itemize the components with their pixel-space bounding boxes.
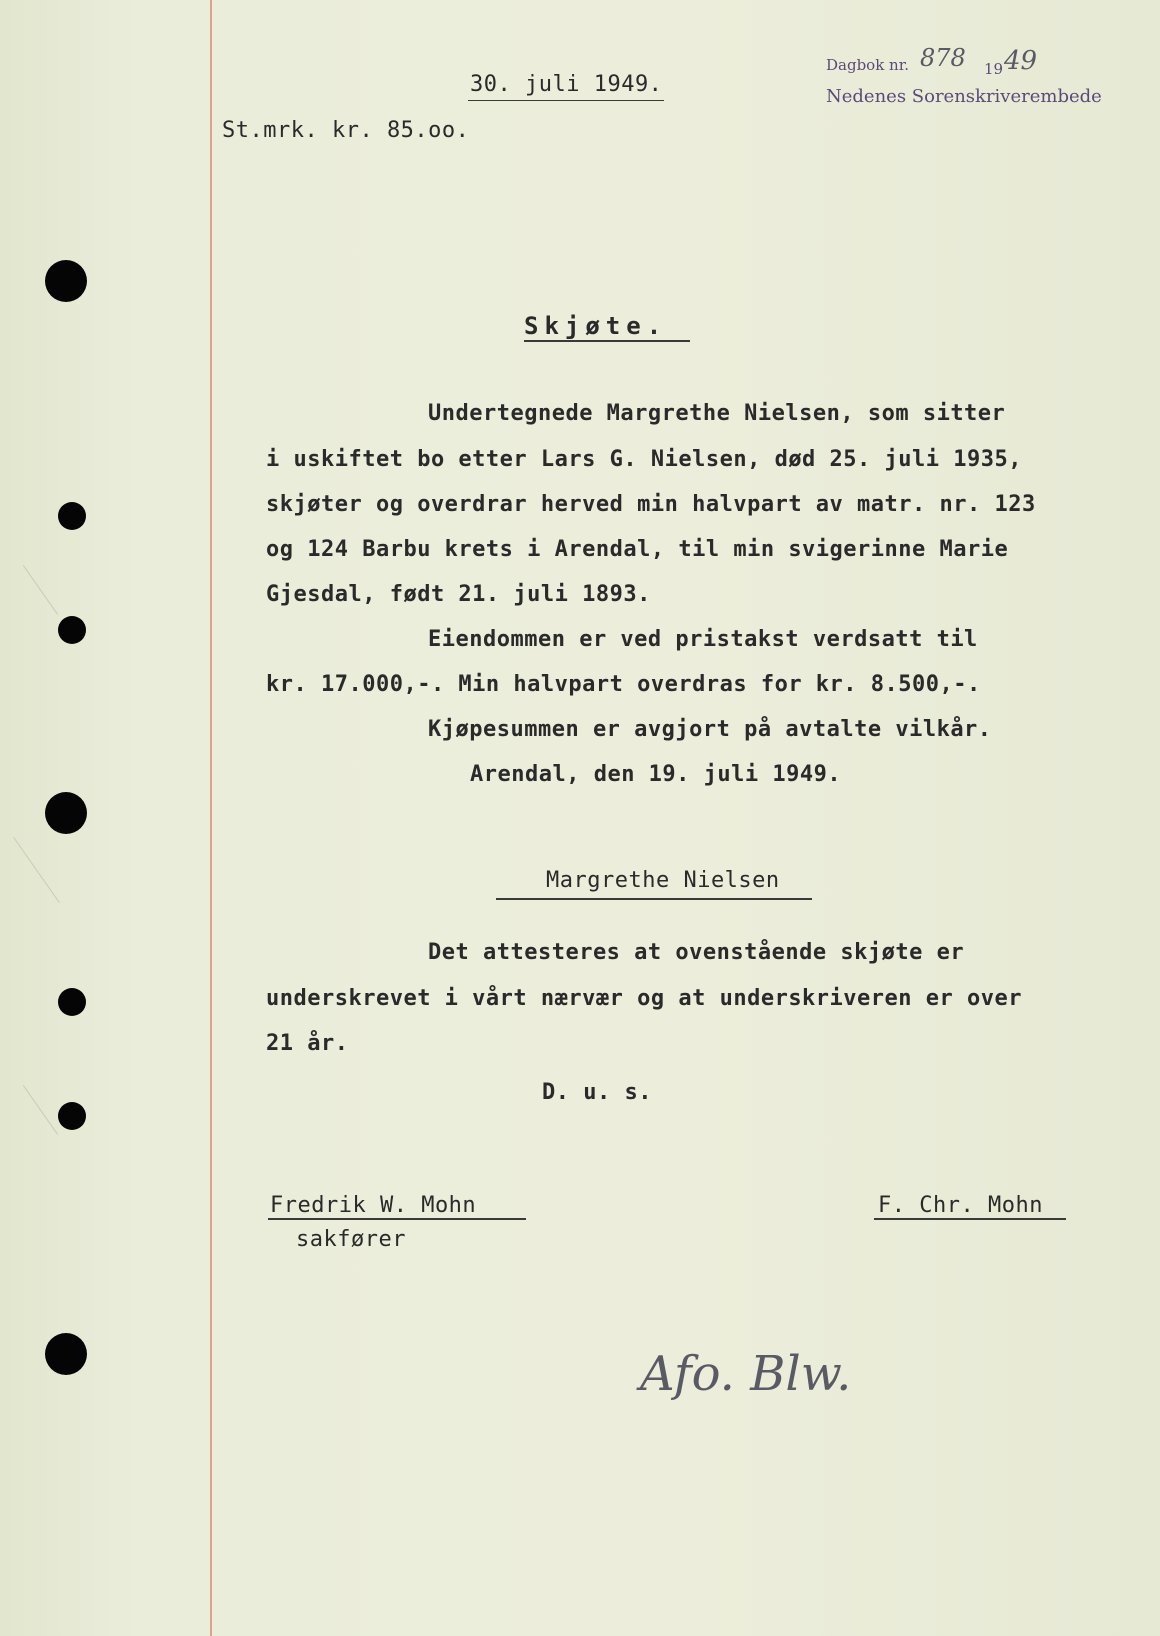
- punch-hole: [58, 502, 86, 530]
- page-scratch: [23, 1085, 58, 1135]
- attestation-line: Det attesteres at ovenstående skjøte er: [428, 940, 965, 965]
- punch-hole: [58, 1102, 86, 1130]
- dagbok-label: Dagbok nr.: [826, 56, 910, 74]
- body-line: Eiendommen er ved pristakst verdsatt til: [428, 627, 978, 652]
- body-line: Gjesdal, født 21. juli 1893.: [266, 582, 651, 607]
- attestation-line: underskrevet i vårt nærvær og at underskriveren er over: [266, 986, 1022, 1011]
- title-underline: [524, 340, 690, 342]
- witness-left-title: sakfører: [296, 1227, 406, 1252]
- document-date: 30. juli 1949.: [470, 72, 663, 97]
- handwritten-note: Afo. Blw.: [640, 1346, 852, 1402]
- body-line: Arendal, den 19. juli 1949.: [470, 762, 842, 787]
- margin-rule: [210, 0, 212, 1636]
- body-line: og 124 Barbu krets i Arendal, til min svigerinne Marie: [266, 537, 1009, 562]
- closing-formula: D. u. s.: [542, 1080, 652, 1105]
- witness-right-name: F. Chr. Mohn: [878, 1193, 1043, 1218]
- date-underline: [468, 100, 664, 101]
- body-line: i uskiftet bo etter Lars G. Nielsen, død 25. juli 1935,: [266, 447, 1022, 472]
- body-line: skjøter og overdrar herved min halvpart av matr. nr. 123: [266, 492, 1036, 517]
- page-scratch: [23, 565, 58, 615]
- page-scratch: [13, 837, 60, 903]
- document-title: Skjøte.: [524, 312, 668, 340]
- signature-line: [496, 898, 812, 900]
- dagbok-number: 878: [920, 44, 966, 72]
- signatory-name: Margrethe Nielsen: [546, 868, 780, 893]
- attestation-line: 21 år.: [266, 1031, 349, 1056]
- punch-hole: [45, 1333, 87, 1375]
- witness-right-line: [874, 1218, 1066, 1220]
- body-line: Undertegnede Margrethe Nielsen, som sitter: [428, 401, 1006, 426]
- dagbok-year-prefix: 19: [984, 60, 1004, 78]
- office-stamp: Nedenes Sorenskriverembede: [826, 86, 1102, 107]
- witness-left-line: [268, 1218, 526, 1220]
- stamp-fee: St.mrk. kr. 85.oo.: [222, 118, 470, 143]
- body-line: Kjøpesummen er avgjort på avtalte vilkår.: [428, 717, 992, 742]
- witness-left-name: Fredrik W. Mohn: [270, 1193, 477, 1218]
- punch-hole: [45, 792, 87, 834]
- punch-hole: [45, 260, 87, 302]
- punch-hole: [58, 616, 86, 644]
- dagbok-year-suffix: 49: [1004, 46, 1038, 76]
- body-line: kr. 17.000,-. Min halvpart overdras for kr. 8.500,-.: [266, 672, 981, 697]
- punch-hole: [58, 988, 86, 1016]
